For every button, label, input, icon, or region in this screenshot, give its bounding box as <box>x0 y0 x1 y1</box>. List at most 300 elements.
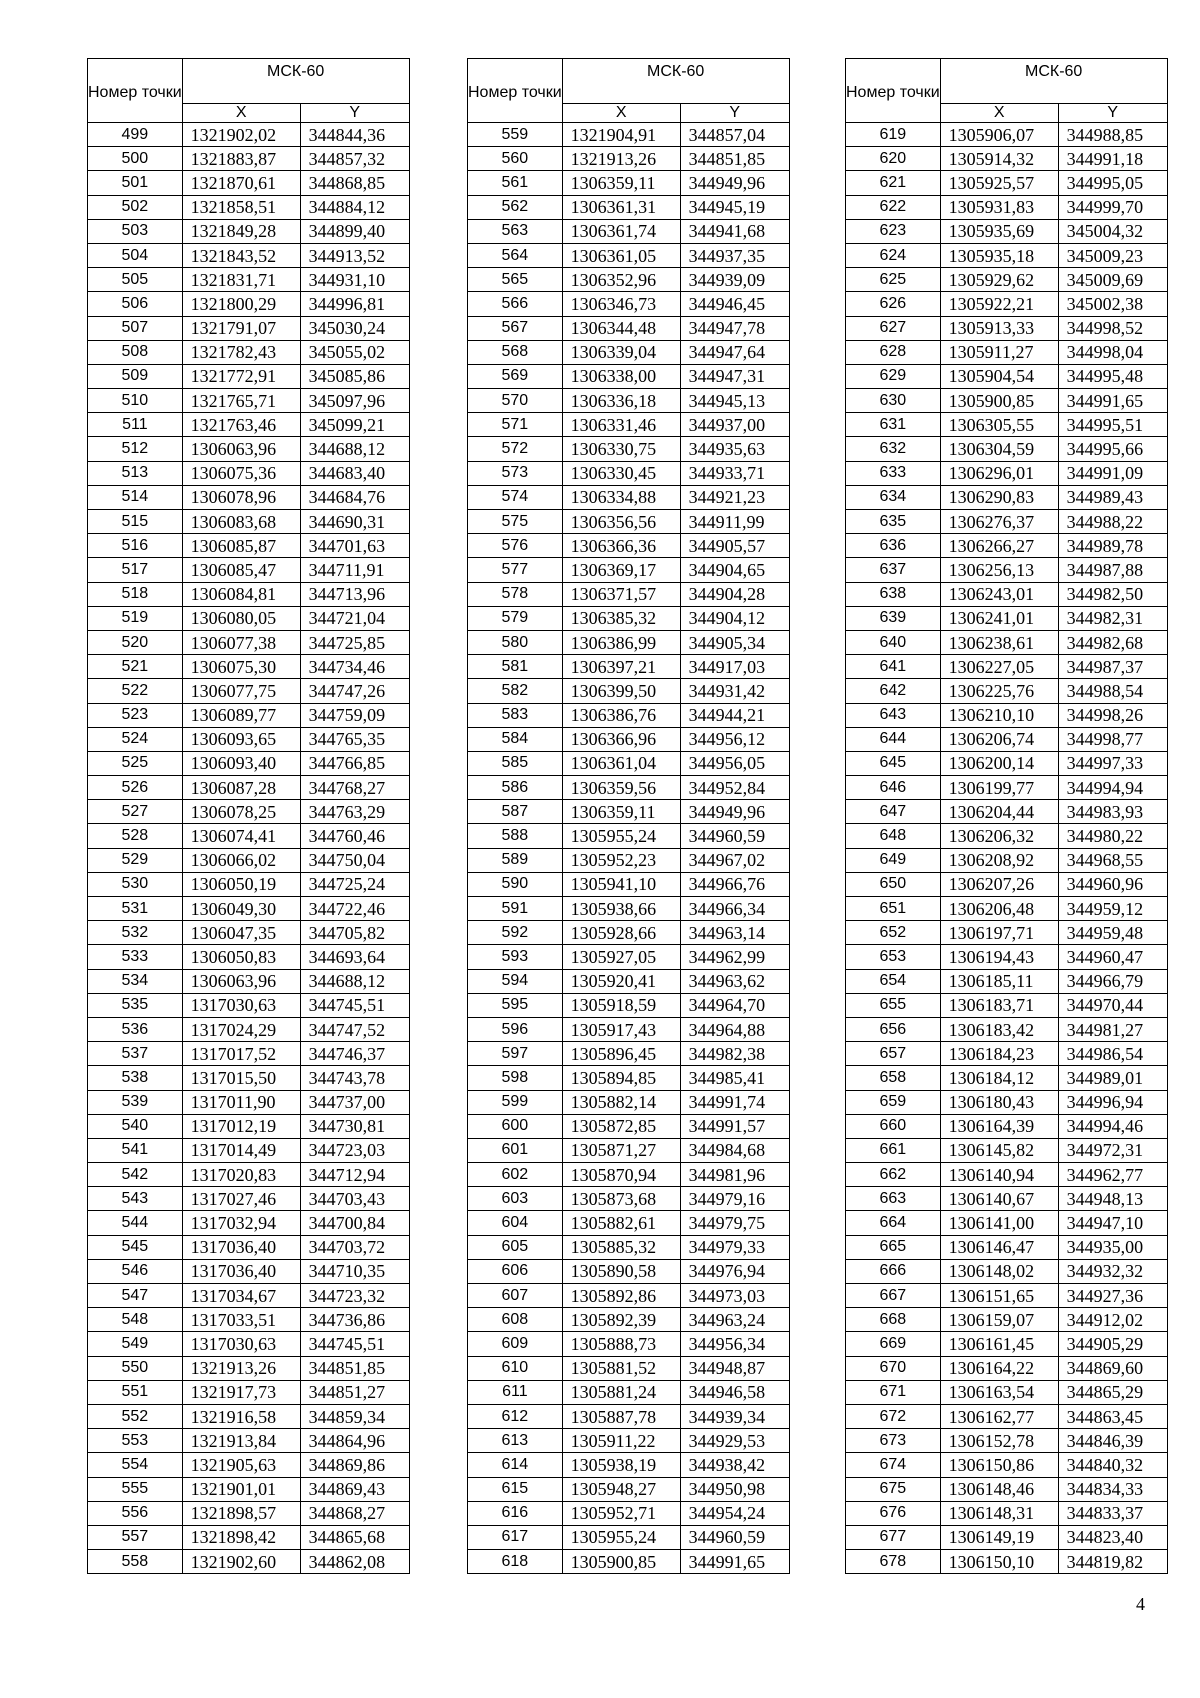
point-number-cell: 598 <box>468 1066 563 1090</box>
x-value-cell: 1305900,85 <box>562 1550 680 1574</box>
table-row <box>88 413 410 437</box>
table-row <box>468 897 790 921</box>
point-number-cell: 678 <box>846 1550 941 1574</box>
point-number-cell: 595 <box>468 993 563 1017</box>
y-value-cell: 344982,31 <box>1058 606 1167 630</box>
point-number-cell: 536 <box>88 1017 183 1041</box>
point-number-cell: 612 <box>468 1404 563 1428</box>
point-number-cell: 575 <box>468 510 563 534</box>
table-row <box>468 945 790 969</box>
y-value-cell: 344995,48 <box>1058 364 1167 388</box>
x-value-cell: 1306074,41 <box>182 824 300 848</box>
table-row <box>88 485 410 509</box>
point-number-cell: 607 <box>468 1284 563 1308</box>
point-number-cell: 610 <box>468 1356 563 1380</box>
x-value-cell: 1306075,36 <box>182 461 300 485</box>
table-row <box>88 1138 410 1162</box>
point-number-cell: 658 <box>846 1066 941 1090</box>
point-number-cell: 538 <box>88 1066 183 1090</box>
y-value-cell: 344982,68 <box>1058 630 1167 654</box>
x-value-cell: 1306334,88 <box>562 485 680 509</box>
point-number-cell: 608 <box>468 1308 563 1332</box>
table-row <box>88 292 410 316</box>
x-value-cell: 1317030,63 <box>182 1332 300 1356</box>
x-value-cell: 1306078,25 <box>182 800 300 824</box>
x-value-cell: 1305892,39 <box>562 1308 680 1332</box>
table-row <box>468 268 790 292</box>
table-row <box>846 413 1168 437</box>
table-row <box>846 655 1168 679</box>
table-row <box>88 824 410 848</box>
point-number-cell: 589 <box>468 848 563 872</box>
x-value-cell: 1305938,66 <box>562 897 680 921</box>
point-number-cell: 508 <box>88 340 183 364</box>
point-number-cell: 561 <box>468 171 563 195</box>
y-value-cell: 344966,79 <box>1058 969 1167 993</box>
x-value-cell: 1305925,57 <box>940 171 1058 195</box>
point-number-cell: 568 <box>468 340 563 364</box>
x-value-cell: 1321913,26 <box>562 147 680 171</box>
point-number-cell: 632 <box>846 437 941 461</box>
point-number-cell: 639 <box>846 606 941 630</box>
y-value-cell: 344973,03 <box>680 1284 789 1308</box>
x-value-cell: 1306359,11 <box>562 800 680 824</box>
point-number-cell: 638 <box>846 582 941 606</box>
y-value-cell: 344996,94 <box>1058 1090 1167 1114</box>
point-number-cell: 545 <box>88 1235 183 1259</box>
point-number-cell: 670 <box>846 1356 941 1380</box>
x-value-cell: 1305913,33 <box>940 316 1058 340</box>
x-value-cell: 1305911,27 <box>940 340 1058 364</box>
y-value-cell: 344734,46 <box>300 655 409 679</box>
y-value-cell: 344979,33 <box>680 1235 789 1259</box>
point-number-cell: 548 <box>88 1308 183 1332</box>
point-number-cell: 528 <box>88 824 183 848</box>
point-number-cell: 634 <box>846 485 941 509</box>
table-row <box>846 534 1168 558</box>
table-row <box>846 679 1168 703</box>
x-value-cell: 1306183,42 <box>940 1017 1058 1041</box>
table-row <box>468 606 790 630</box>
point-number-cell: 626 <box>846 292 941 316</box>
x-value-cell: 1317011,90 <box>182 1090 300 1114</box>
point-number-cell: 502 <box>88 195 183 219</box>
y-value-cell: 344982,38 <box>680 1042 789 1066</box>
x-value-cell: 1306159,07 <box>940 1308 1058 1332</box>
point-number-cell: 616 <box>468 1501 563 1525</box>
point-number-cell: 654 <box>846 969 941 993</box>
y-value-cell: 344976,94 <box>680 1259 789 1283</box>
table-row <box>88 679 410 703</box>
point-number-cell: 617 <box>468 1525 563 1549</box>
table-row <box>88 1235 410 1259</box>
table-row <box>468 1211 790 1235</box>
y-value-cell: 344964,70 <box>680 993 789 1017</box>
y-value-cell: 344833,37 <box>1058 1501 1167 1525</box>
y-value-cell: 344840,32 <box>1058 1453 1167 1477</box>
x-value-cell: 1305929,62 <box>940 268 1058 292</box>
point-number-cell: 500 <box>88 147 183 171</box>
point-number-cell: 549 <box>88 1332 183 1356</box>
x-value-cell: 1321763,46 <box>182 413 300 437</box>
x-value-cell: 1306338,00 <box>562 364 680 388</box>
x-value-cell: 1321772,91 <box>182 364 300 388</box>
y-value-cell: 344988,54 <box>1058 679 1167 703</box>
table-row <box>846 268 1168 292</box>
x-value-cell: 1305918,59 <box>562 993 680 1017</box>
x-value-cell: 1305920,41 <box>562 969 680 993</box>
y-value-cell: 344945,19 <box>680 195 789 219</box>
point-number-cell: 627 <box>846 316 941 340</box>
point-number-cell: 666 <box>846 1259 941 1283</box>
point-number-cell: 597 <box>468 1042 563 1066</box>
y-header: Y <box>1058 104 1167 123</box>
point-number-cell: 540 <box>88 1114 183 1138</box>
x-value-cell: 1306145,82 <box>940 1138 1058 1162</box>
point-number-cell: 558 <box>88 1550 183 1574</box>
y-value-cell: 345009,23 <box>1058 243 1167 267</box>
table-row <box>468 703 790 727</box>
y-value-cell: 344964,88 <box>680 1017 789 1041</box>
y-value-cell: 344917,03 <box>680 655 789 679</box>
point-number-cell: 553 <box>88 1429 183 1453</box>
point-number-cell: 563 <box>468 219 563 243</box>
point-number-cell: 647 <box>846 800 941 824</box>
y-value-cell: 344736,86 <box>300 1308 409 1332</box>
x-header: X <box>940 104 1058 123</box>
point-number-cell: 543 <box>88 1187 183 1211</box>
table-row <box>88 558 410 582</box>
x-value-cell: 1305914,32 <box>940 147 1058 171</box>
x-value-cell: 1306078,96 <box>182 485 300 509</box>
table-row <box>88 1284 410 1308</box>
y-value-cell: 344911,99 <box>680 510 789 534</box>
x-value-cell: 1321883,87 <box>182 147 300 171</box>
y-value-cell: 344980,22 <box>1058 824 1167 848</box>
y-value-cell: 344994,94 <box>1058 776 1167 800</box>
y-value-cell: 344759,09 <box>300 703 409 727</box>
x-value-cell: 1306385,32 <box>562 606 680 630</box>
table-row <box>468 413 790 437</box>
table-row <box>88 510 410 534</box>
table-row <box>88 171 410 195</box>
point-number-cell: 618 <box>468 1550 563 1574</box>
table-row <box>468 1308 790 1332</box>
y-value-cell: 344937,00 <box>680 413 789 437</box>
table-row <box>468 340 790 364</box>
point-number-cell: 517 <box>88 558 183 582</box>
y-value-cell: 344981,27 <box>1058 1017 1167 1041</box>
x-value-cell: 1306162,77 <box>940 1404 1058 1428</box>
point-number-cell: 585 <box>468 751 563 775</box>
x-value-cell: 1305906,07 <box>940 123 1058 147</box>
table-row <box>846 1211 1168 1235</box>
table-row <box>846 897 1168 921</box>
x-value-cell: 1305871,27 <box>562 1138 680 1162</box>
table-row <box>846 993 1168 1017</box>
y-value-cell: 344725,85 <box>300 630 409 654</box>
y-value-cell: 344747,26 <box>300 679 409 703</box>
y-value-cell: 344960,96 <box>1058 872 1167 896</box>
x-value-cell: 1306049,30 <box>182 897 300 921</box>
point-number-cell: 663 <box>846 1187 941 1211</box>
point-number-cell: 645 <box>846 751 941 775</box>
y-value-cell: 344834,33 <box>1058 1477 1167 1501</box>
y-value-cell: 344730,81 <box>300 1114 409 1138</box>
y-value-cell: 344904,65 <box>680 558 789 582</box>
y-value-cell: 344684,76 <box>300 485 409 509</box>
point-number-cell: 672 <box>846 1404 941 1428</box>
x-value-cell: 1321782,43 <box>182 340 300 364</box>
x-value-cell: 1317024,29 <box>182 1017 300 1041</box>
point-number-cell: 655 <box>846 993 941 1017</box>
table-row <box>468 582 790 606</box>
y-value-cell: 344995,66 <box>1058 437 1167 461</box>
table-row <box>846 1453 1168 1477</box>
y-value-cell: 344952,84 <box>680 776 789 800</box>
table-row <box>468 1525 790 1549</box>
x-value-cell: 1306206,32 <box>940 824 1058 848</box>
point-number-cell: 531 <box>88 897 183 921</box>
point-number-cell: 648 <box>846 824 941 848</box>
y-value-cell: 344948,87 <box>680 1356 789 1380</box>
x-value-cell: 1306163,54 <box>940 1380 1058 1404</box>
y-value-cell: 344960,59 <box>680 1525 789 1549</box>
y-value-cell: 344705,82 <box>300 921 409 945</box>
x-value-cell: 1317032,94 <box>182 1211 300 1235</box>
table-row <box>846 1404 1168 1428</box>
y-value-cell: 344946,58 <box>680 1380 789 1404</box>
x-value-cell: 1306184,12 <box>940 1066 1058 1090</box>
coordinates-table-1 <box>87 58 410 1574</box>
x-value-cell: 1306356,56 <box>562 510 680 534</box>
table-row <box>468 534 790 558</box>
x-value-cell: 1321843,52 <box>182 243 300 267</box>
point-number-cell: 571 <box>468 413 563 437</box>
x-value-cell: 1306050,19 <box>182 872 300 896</box>
y-value-cell: 344959,12 <box>1058 897 1167 921</box>
x-value-cell: 1321800,29 <box>182 292 300 316</box>
point-number-cell: 556 <box>88 1501 183 1525</box>
y-value-cell: 344947,31 <box>680 364 789 388</box>
table-row <box>846 872 1168 896</box>
point-number-cell: 588 <box>468 824 563 848</box>
x-value-cell: 1306084,81 <box>182 582 300 606</box>
point-number-cell: 542 <box>88 1163 183 1187</box>
table-row <box>88 969 410 993</box>
point-number-cell: 606 <box>468 1259 563 1283</box>
y-value-cell: 344723,03 <box>300 1138 409 1162</box>
point-number-cell: 504 <box>88 243 183 267</box>
table-row <box>846 1259 1168 1283</box>
x-value-cell: 1321905,63 <box>182 1453 300 1477</box>
x-value-cell: 1305894,85 <box>562 1066 680 1090</box>
y-value-cell: 344935,63 <box>680 437 789 461</box>
x-value-cell: 1306366,36 <box>562 534 680 558</box>
y-value-cell: 344931,42 <box>680 679 789 703</box>
y-value-cell: 344857,32 <box>300 147 409 171</box>
y-value-cell: 344949,96 <box>680 800 789 824</box>
y-value-cell: 344991,57 <box>680 1114 789 1138</box>
x-value-cell: 1317034,67 <box>182 1284 300 1308</box>
table-row <box>846 1477 1168 1501</box>
x-value-cell: 1317027,46 <box>182 1187 300 1211</box>
y-value-cell: 344956,34 <box>680 1332 789 1356</box>
table-row <box>88 703 410 727</box>
point-number-cell: 557 <box>88 1525 183 1549</box>
x-value-cell: 1321898,42 <box>182 1525 300 1549</box>
x-value-cell: 1306148,02 <box>940 1259 1058 1283</box>
point-number-cell: 633 <box>846 461 941 485</box>
x-value-cell: 1306366,96 <box>562 727 680 751</box>
y-value-cell: 344991,65 <box>680 1550 789 1574</box>
point-number-cell: 574 <box>468 485 563 509</box>
point-number-cell: 642 <box>846 679 941 703</box>
table-row <box>88 606 410 630</box>
table-row <box>846 1525 1168 1549</box>
x-value-cell: 1305938,19 <box>562 1453 680 1477</box>
point-number-cell: 649 <box>846 848 941 872</box>
y-value-cell: 344859,34 <box>300 1404 409 1428</box>
x-value-cell: 1305955,24 <box>562 1525 680 1549</box>
x-value-cell: 1306150,10 <box>940 1550 1058 1574</box>
x-value-cell: 1306093,65 <box>182 727 300 751</box>
x-value-cell: 1321913,84 <box>182 1429 300 1453</box>
y-value-cell: 344966,34 <box>680 897 789 921</box>
x-value-cell: 1306207,26 <box>940 872 1058 896</box>
point-number-cell: 505 <box>88 268 183 292</box>
point-number-cell: 599 <box>468 1090 563 1114</box>
y-value-cell: 344966,76 <box>680 872 789 896</box>
table-row <box>468 292 790 316</box>
table-row <box>88 1187 410 1211</box>
table-row <box>88 1042 410 1066</box>
x-value-cell: 1306346,73 <box>562 292 680 316</box>
x-header: X <box>562 104 680 123</box>
y-value-cell: 344929,53 <box>680 1429 789 1453</box>
x-value-cell: 1306290,83 <box>940 485 1058 509</box>
y-value-cell: 344703,72 <box>300 1235 409 1259</box>
y-value-cell: 344998,52 <box>1058 316 1167 340</box>
x-value-cell: 1306063,96 <box>182 969 300 993</box>
table-row <box>88 1380 410 1404</box>
table-row <box>846 1429 1168 1453</box>
y-value-cell: 344844,36 <box>300 123 409 147</box>
y-value-cell: 344989,78 <box>1058 534 1167 558</box>
x-value-cell: 1306359,11 <box>562 171 680 195</box>
table-row <box>468 727 790 751</box>
y-value-cell: 344995,05 <box>1058 171 1167 195</box>
point-number-cell: 676 <box>846 1501 941 1525</box>
table-row <box>846 1090 1168 1114</box>
table-row <box>846 703 1168 727</box>
y-value-cell: 344937,35 <box>680 243 789 267</box>
point-number-cell: 591 <box>468 897 563 921</box>
x-value-cell: 1306361,31 <box>562 195 680 219</box>
point-number-cell: 615 <box>468 1477 563 1501</box>
point-number-cell: 527 <box>88 800 183 824</box>
point-number-cell: 677 <box>846 1525 941 1549</box>
point-number-cell: 640 <box>846 630 941 654</box>
x-value-cell: 1317036,40 <box>182 1235 300 1259</box>
table-row <box>88 1211 410 1235</box>
x-value-cell: 1306361,04 <box>562 751 680 775</box>
x-value-cell: 1305935,18 <box>940 243 1058 267</box>
point-number-cell: 580 <box>468 630 563 654</box>
x-value-cell: 1306183,71 <box>940 993 1058 1017</box>
y-value-cell: 344723,32 <box>300 1284 409 1308</box>
y-value-cell: 344949,96 <box>680 171 789 195</box>
table-row <box>468 558 790 582</box>
x-value-cell: 1305882,14 <box>562 1090 680 1114</box>
point-number-cell: 583 <box>468 703 563 727</box>
point-number-cell: 522 <box>88 679 183 703</box>
y-value-cell: 344864,96 <box>300 1429 409 1453</box>
table-row <box>468 171 790 195</box>
x-value-cell: 1306148,31 <box>940 1501 1058 1525</box>
y-value-cell: 344944,21 <box>680 703 789 727</box>
point-number-cell: 592 <box>468 921 563 945</box>
y-value-cell: 344713,96 <box>300 582 409 606</box>
coordinates-table-3 <box>845 58 1168 1574</box>
point-number-cell: 510 <box>88 389 183 413</box>
x-value-cell: 1306304,59 <box>940 437 1058 461</box>
x-value-cell: 1305922,21 <box>940 292 1058 316</box>
x-value-cell: 1306225,76 <box>940 679 1058 703</box>
table-row <box>468 437 790 461</box>
table-row <box>468 1501 790 1525</box>
x-value-cell: 1305917,43 <box>562 1017 680 1041</box>
x-value-cell: 1305948,27 <box>562 1477 680 1501</box>
y-value-cell: 344972,31 <box>1058 1138 1167 1162</box>
y-value-cell: 344959,48 <box>1058 921 1167 945</box>
table-row <box>88 1429 410 1453</box>
y-value-cell: 344766,85 <box>300 751 409 775</box>
point-number-cell: 511 <box>88 413 183 437</box>
point-number-cell: 506 <box>88 292 183 316</box>
point-number-cell: 650 <box>846 872 941 896</box>
table-row <box>468 921 790 945</box>
y-value-cell: 344712,94 <box>300 1163 409 1187</box>
y-value-cell: 344960,47 <box>1058 945 1167 969</box>
x-value-cell: 1306063,96 <box>182 437 300 461</box>
table-row <box>846 1308 1168 1332</box>
table-row <box>846 630 1168 654</box>
x-value-cell: 1306369,17 <box>562 558 680 582</box>
point-number-cell: 530 <box>88 872 183 896</box>
point-number-cell: 628 <box>846 340 941 364</box>
point-number-cell: 552 <box>88 1404 183 1428</box>
table-row <box>88 364 410 388</box>
point-number-cell: 546 <box>88 1259 183 1283</box>
y-value-cell: 344710,35 <box>300 1259 409 1283</box>
x-value-cell: 1305955,24 <box>562 824 680 848</box>
x-value-cell: 1317033,51 <box>182 1308 300 1332</box>
x-header: X <box>182 104 300 123</box>
x-value-cell: 1321916,58 <box>182 1404 300 1428</box>
point-number-cell: 601 <box>468 1138 563 1162</box>
y-value-cell: 344701,63 <box>300 534 409 558</box>
point-number-cell: 519 <box>88 606 183 630</box>
table-row <box>846 147 1168 171</box>
y-value-cell: 344768,27 <box>300 776 409 800</box>
y-value-cell: 344935,00 <box>1058 1235 1167 1259</box>
table-row <box>846 340 1168 364</box>
point-number-cell: 577 <box>468 558 563 582</box>
point-number-cell: 651 <box>846 897 941 921</box>
y-value-cell: 344904,12 <box>680 606 789 630</box>
x-value-cell: 1305935,69 <box>940 219 1058 243</box>
